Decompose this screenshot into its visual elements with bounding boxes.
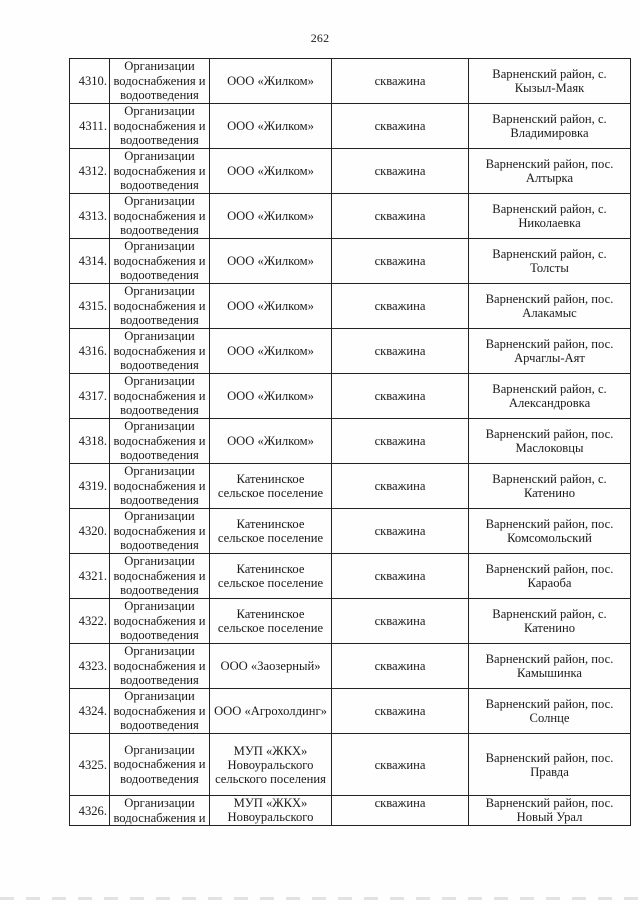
organization-cell: ООО «Жилком» — [210, 284, 332, 329]
organization-cell: ООО «Жилком» — [210, 239, 332, 284]
row-number: 4313. — [70, 194, 110, 239]
category-cell: Организации водоснабжения и водоотведения — [110, 464, 210, 509]
row-number: 4326. — [70, 796, 110, 826]
organization-cell: ООО «Жилком» — [210, 419, 332, 464]
object-cell: скважина — [332, 194, 469, 239]
category-cell: Организации водоснабжения и водоотведения — [110, 734, 210, 796]
table-row — [70, 374, 631, 419]
table-row — [70, 104, 631, 149]
table-row — [70, 284, 631, 329]
location-cell: Варненский район, с. Кызыл-Маяк — [469, 59, 631, 104]
table-row — [70, 509, 631, 554]
table-row — [70, 796, 631, 826]
object-cell: скважина — [332, 374, 469, 419]
location-cell: Варненский район, с. Катенино — [469, 464, 631, 509]
organization-cell: ООО «Заозерный» — [210, 644, 332, 689]
object-cell: скважина — [332, 464, 469, 509]
object-cell: скважина — [332, 149, 469, 194]
location-cell: Варненский район, пос. Алтырка — [469, 149, 631, 194]
location-cell: Варненский район, с. Николаевка — [469, 194, 631, 239]
category-cell: Организации водоснабжения и водоотведения — [110, 284, 210, 329]
location-cell: Варненский район, пос. Новый Урал — [469, 796, 631, 826]
organization-cell: Катенинское сельское поселение — [210, 599, 332, 644]
location-cell: Варненский район, пос. Комсомольский — [469, 509, 631, 554]
organization-cell: Катенинское сельское поселение — [210, 509, 332, 554]
registry-table — [69, 58, 631, 826]
object-cell: скважина — [332, 104, 469, 149]
organization-cell: ООО «Жилком» — [210, 104, 332, 149]
object-cell: скважина — [332, 734, 469, 796]
object-cell: скважина — [332, 329, 469, 374]
location-cell: Варненский район, пос. Правда — [469, 734, 631, 796]
object-cell: скважина — [332, 284, 469, 329]
category-cell: Организации водоснабжения и водоотведения — [110, 329, 210, 374]
category-cell: Организации водоснабжения и водоотведения — [110, 149, 210, 194]
location-cell: Варненский район, с. Катенино — [469, 599, 631, 644]
category-cell: Организации водоснабжения и водоотведения — [110, 239, 210, 284]
table-row — [70, 464, 631, 509]
row-number: 4318. — [70, 419, 110, 464]
table-body — [70, 59, 631, 826]
row-number: 4322. — [70, 599, 110, 644]
category-cell: Организации водоснабжения и водоотведения — [110, 509, 210, 554]
organization-cell: ООО «Жилком» — [210, 374, 332, 419]
row-number: 4312. — [70, 149, 110, 194]
organization-cell: ООО «Агрохолдинг» — [210, 689, 332, 734]
table-row — [70, 554, 631, 599]
row-number: 4323. — [70, 644, 110, 689]
object-cell: скважина — [332, 689, 469, 734]
object-cell: скважина — [332, 59, 469, 104]
location-cell: Варненский район, пос. Маслоковцы — [469, 419, 631, 464]
location-cell: Варненский район, с. Александровка — [469, 374, 631, 419]
category-cell: Организации водоснабжения и водоотведения — [110, 419, 210, 464]
category-cell: Организации водоснабжения и водоотведения — [110, 104, 210, 149]
table-row — [70, 149, 631, 194]
row-number: 4320. — [70, 509, 110, 554]
table-row — [70, 734, 631, 796]
category-cell: Организации водоснабжения и водоотведения — [110, 59, 210, 104]
object-cell: скважина — [332, 796, 469, 826]
object-cell: скважина — [332, 599, 469, 644]
organization-cell: Катенинское сельское поселение — [210, 554, 332, 599]
object-cell: скважина — [332, 554, 469, 599]
category-cell: Организации водоснабжения и водоотведения — [110, 644, 210, 689]
location-cell: Варненский район, пос. Камышинка — [469, 644, 631, 689]
row-number: 4321. — [70, 554, 110, 599]
location-cell: Варненский район, с. Толсты — [469, 239, 631, 284]
category-cell: Организации водоснабжения и водоотведения — [110, 194, 210, 239]
page-number: 262 — [310, 31, 330, 45]
organization-cell: ООО «Жилком» — [210, 329, 332, 374]
category-cell: Организации водоснабжения и — [110, 796, 210, 826]
row-number: 4314. — [70, 239, 110, 284]
table-row — [70, 644, 631, 689]
row-number: 4315. — [70, 284, 110, 329]
object-cell: скважина — [332, 509, 469, 554]
organization-cell: ООО «Жилком» — [210, 149, 332, 194]
scan-edge-artifact — [0, 897, 640, 900]
object-cell: скважина — [332, 239, 469, 284]
organization-cell: МУП «ЖКХ» Новоуральского — [210, 796, 332, 826]
table-row — [70, 419, 631, 464]
category-cell: Организации водоснабжения и водоотведения — [110, 554, 210, 599]
row-number: 4324. — [70, 689, 110, 734]
row-number: 4311. — [70, 104, 110, 149]
location-cell: Варненский район, пос. Караоба — [469, 554, 631, 599]
object-cell: скважина — [332, 644, 469, 689]
table-row — [70, 239, 631, 284]
organization-cell: МУП «ЖКХ» Новоуральского сельского поселения — [210, 734, 332, 796]
table-row — [70, 329, 631, 374]
location-cell: Варненский район, пос. Алакамыс — [469, 284, 631, 329]
object-cell: скважина — [332, 419, 469, 464]
table-row — [70, 599, 631, 644]
row-number: 4325. — [70, 734, 110, 796]
category-cell: Организации водоснабжения и водоотведения — [110, 689, 210, 734]
organization-cell: Катенинское сельское поселение — [210, 464, 332, 509]
category-cell: Организации водоснабжения и водоотведения — [110, 599, 210, 644]
location-cell: Варненский район, пос. Солнце — [469, 689, 631, 734]
row-number: 4317. — [70, 374, 110, 419]
category-cell: Организации водоснабжения и водоотведения — [110, 374, 210, 419]
row-number: 4316. — [70, 329, 110, 374]
location-cell: Варненский район, с. Владимировка — [469, 104, 631, 149]
row-number: 4310. — [70, 59, 110, 104]
table-row — [70, 689, 631, 734]
table-row — [70, 59, 631, 104]
organization-cell: ООО «Жилком» — [210, 194, 332, 239]
table-row — [70, 194, 631, 239]
organization-cell: ООО «Жилком» — [210, 59, 332, 104]
location-cell: Варненский район, пос. Арчаглы-Аят — [469, 329, 631, 374]
row-number: 4319. — [70, 464, 110, 509]
